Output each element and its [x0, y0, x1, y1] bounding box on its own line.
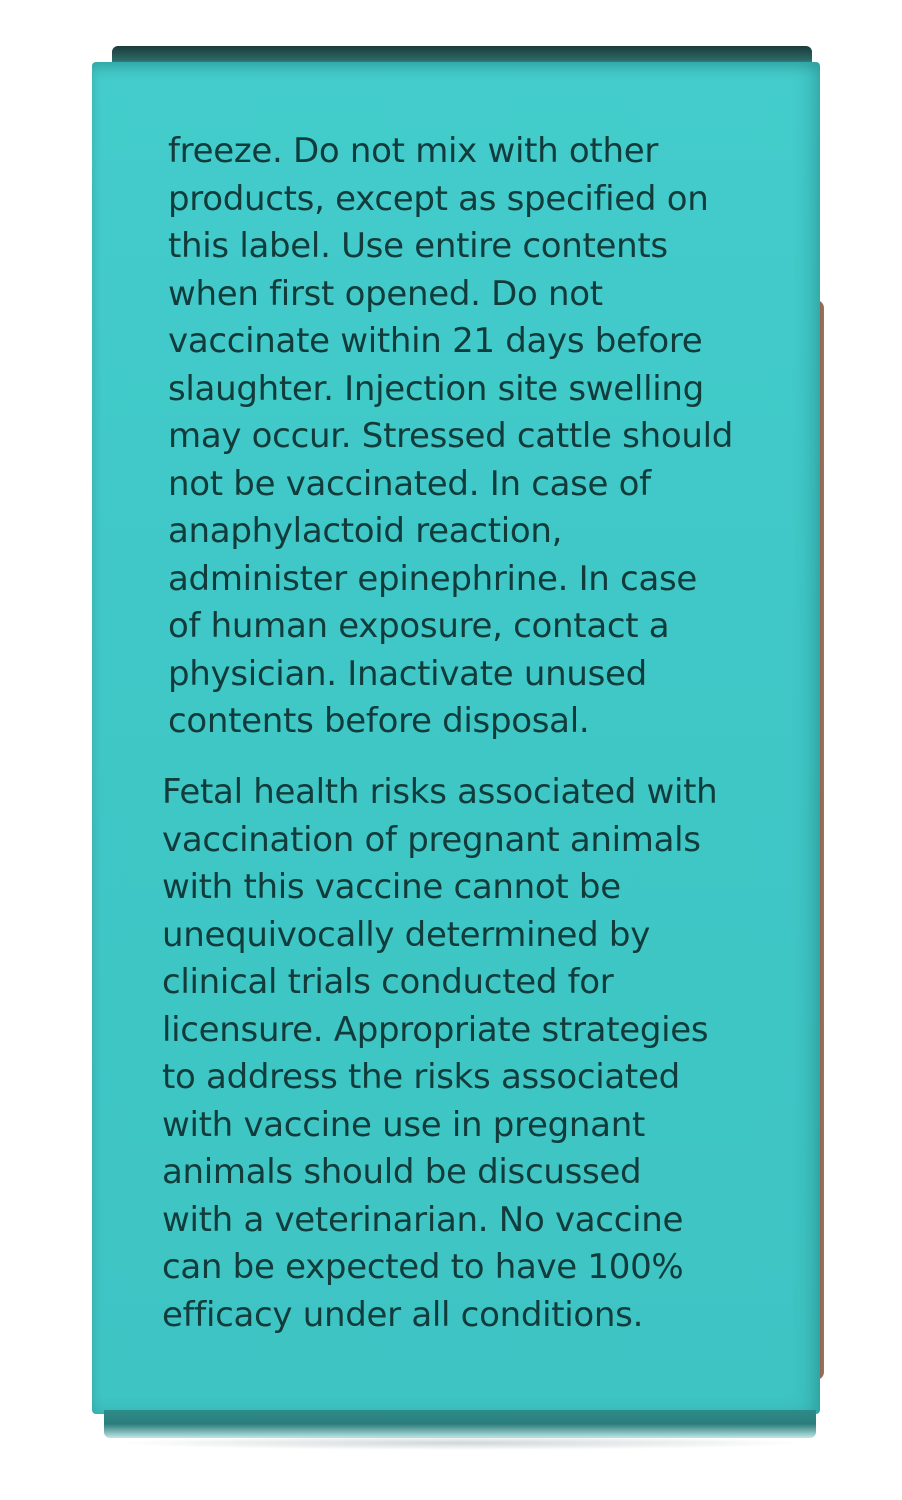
label-line: with this vaccine cannot be — [162, 867, 621, 907]
label-line: can be expected to have 100% — [162, 1247, 684, 1287]
warning-paragraph — [168, 128, 788, 746]
label-line: this label. Use entire contents — [168, 226, 668, 266]
box-bottom-edge — [104, 1410, 816, 1438]
fetal-risk-paragraph — [162, 769, 782, 1339]
label-line: Fetal health risks associated with — [162, 772, 718, 812]
label-line: administer epinephrine. In case — [168, 558, 698, 599]
label-line: contents before disposal. — [168, 701, 590, 741]
label-line: vaccination of pregnant animals — [162, 819, 701, 860]
label-line: vaccinate within 21 days before — [168, 321, 703, 361]
label-line: of human exposure, contact a — [168, 606, 670, 646]
label-line: with vaccine use in pregnant — [162, 1104, 645, 1145]
label-line: anaphylactoid reaction, — [168, 511, 563, 551]
label-line: unequivocally determined by — [162, 914, 651, 955]
label-line: animals should be discussed — [162, 1152, 642, 1192]
label-line: with a veterinarian. No vaccine — [162, 1199, 684, 1240]
label-line: products, except as specified on — [168, 178, 709, 219]
box-shadow — [110, 1436, 810, 1450]
label-line: efficacy under all conditions. — [162, 1294, 644, 1335]
label-line: slaughter. Injection site swelling — [168, 368, 704, 409]
label-line: physician. Inactivate unused — [168, 653, 647, 694]
label-line: to address the risks associated — [162, 1057, 680, 1097]
label-line: licensure. Appropriate strategies — [162, 1009, 709, 1050]
label-line: may occur. Stressed cattle should — [168, 416, 733, 456]
label-line: freeze. Do not mix with other — [168, 131, 659, 171]
label-line: not be vaccinated. In case of — [168, 463, 651, 504]
label-line: clinical trials conducted for — [162, 962, 614, 1002]
label-line: when first opened. Do not — [168, 273, 603, 314]
